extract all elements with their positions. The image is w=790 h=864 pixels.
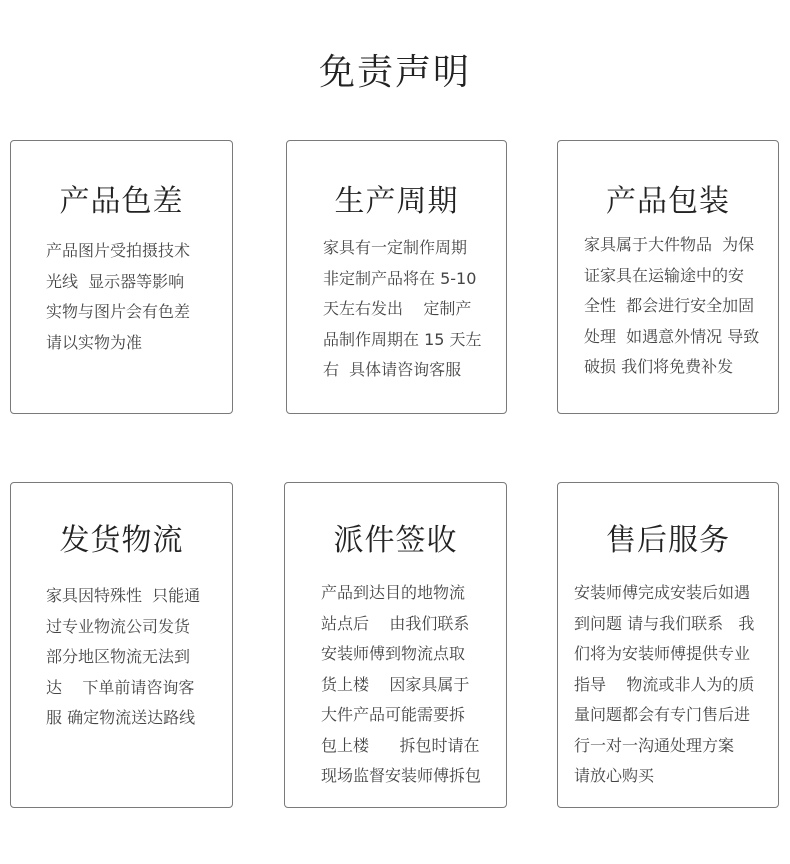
- card-line: 过专业物流公司发货: [46, 616, 191, 636]
- card-line: 包上楼 拆包时请在: [321, 735, 480, 755]
- card-line: 请放心购买: [574, 766, 655, 785]
- card-line: 站点后 由我们联系: [321, 613, 470, 633]
- card-body: [46, 236, 190, 358]
- card-line: 品制作周期在 15 天左: [323, 329, 482, 349]
- card-shipping-logistics: [10, 482, 233, 808]
- card-line: 服 确定物流送达路线: [46, 708, 196, 727]
- card-title: 产品色差: [59, 184, 184, 219]
- card-line: 安装师傅到物流点取: [321, 644, 466, 663]
- card-after-sales-service: [557, 482, 779, 808]
- page-title: 免责声明: [318, 52, 471, 93]
- card-line: 请以实物为准: [46, 332, 143, 352]
- card-product-packaging: [557, 140, 779, 414]
- card-delivery-signoff: [284, 482, 507, 808]
- card-line: 家具属于大件物品 为保: [584, 235, 755, 254]
- card-line: 们将为安装师傅提供专业: [574, 644, 751, 663]
- card-product-color-difference: [10, 140, 233, 414]
- card-body: [584, 230, 759, 383]
- card-line: 产品到达目的地物流: [321, 583, 466, 602]
- card-line: 天左右发出 定制产: [323, 299, 472, 318]
- card-title: 派件签收: [333, 523, 458, 558]
- card-line: 安装师傅完成安装后如遇: [574, 583, 751, 602]
- card-line: 量问题都会有专门售后进: [574, 705, 751, 724]
- card-line: 非定制产品将在 5-10: [323, 268, 477, 288]
- card-line: 实物与图片会有色差: [46, 302, 191, 321]
- card-line: 右 具体请咨询客服: [323, 360, 462, 379]
- card-line: 家具有一定制作周期: [323, 238, 468, 257]
- card-title: 产品包装: [606, 184, 730, 219]
- card-line: 破损 我们将免费补发: [584, 357, 734, 376]
- card-line: 达 下单前请咨询客: [46, 677, 195, 697]
- card-title: 售后服务: [606, 523, 730, 558]
- card-body: [323, 233, 482, 386]
- card-title: 发货物流: [59, 523, 184, 558]
- card-line: 家具因特殊性 只能通: [46, 586, 201, 605]
- card-body: [321, 578, 481, 792]
- card-line: 大件产品可能需要拆: [321, 705, 466, 724]
- card-line: 产品图片受拍摄技术: [46, 241, 191, 260]
- card-line: 处理 如遇意外情况 导致: [584, 326, 760, 346]
- card-line: 行一对一沟通处理方案: [574, 735, 735, 755]
- card-title: 生产周期: [334, 184, 459, 219]
- card-line: 部分地区物流无法到: [46, 647, 191, 666]
- card-line: 现场监督安装师傅拆包: [321, 766, 482, 785]
- card-line: 光线 显示器等影响: [46, 271, 185, 291]
- card-body: [574, 578, 754, 792]
- card-line: 到问题 请与我们联系 我: [574, 613, 755, 633]
- card-production-cycle: [286, 140, 507, 414]
- card-line: 指导 物流或非人为的质: [574, 674, 755, 694]
- card-line: 全性 都会进行安全加固: [584, 296, 755, 315]
- card-body: [46, 581, 200, 734]
- card-line: 证家具在运输途中的安: [584, 265, 745, 285]
- card-line: 货上楼 因家具属于: [321, 674, 470, 694]
